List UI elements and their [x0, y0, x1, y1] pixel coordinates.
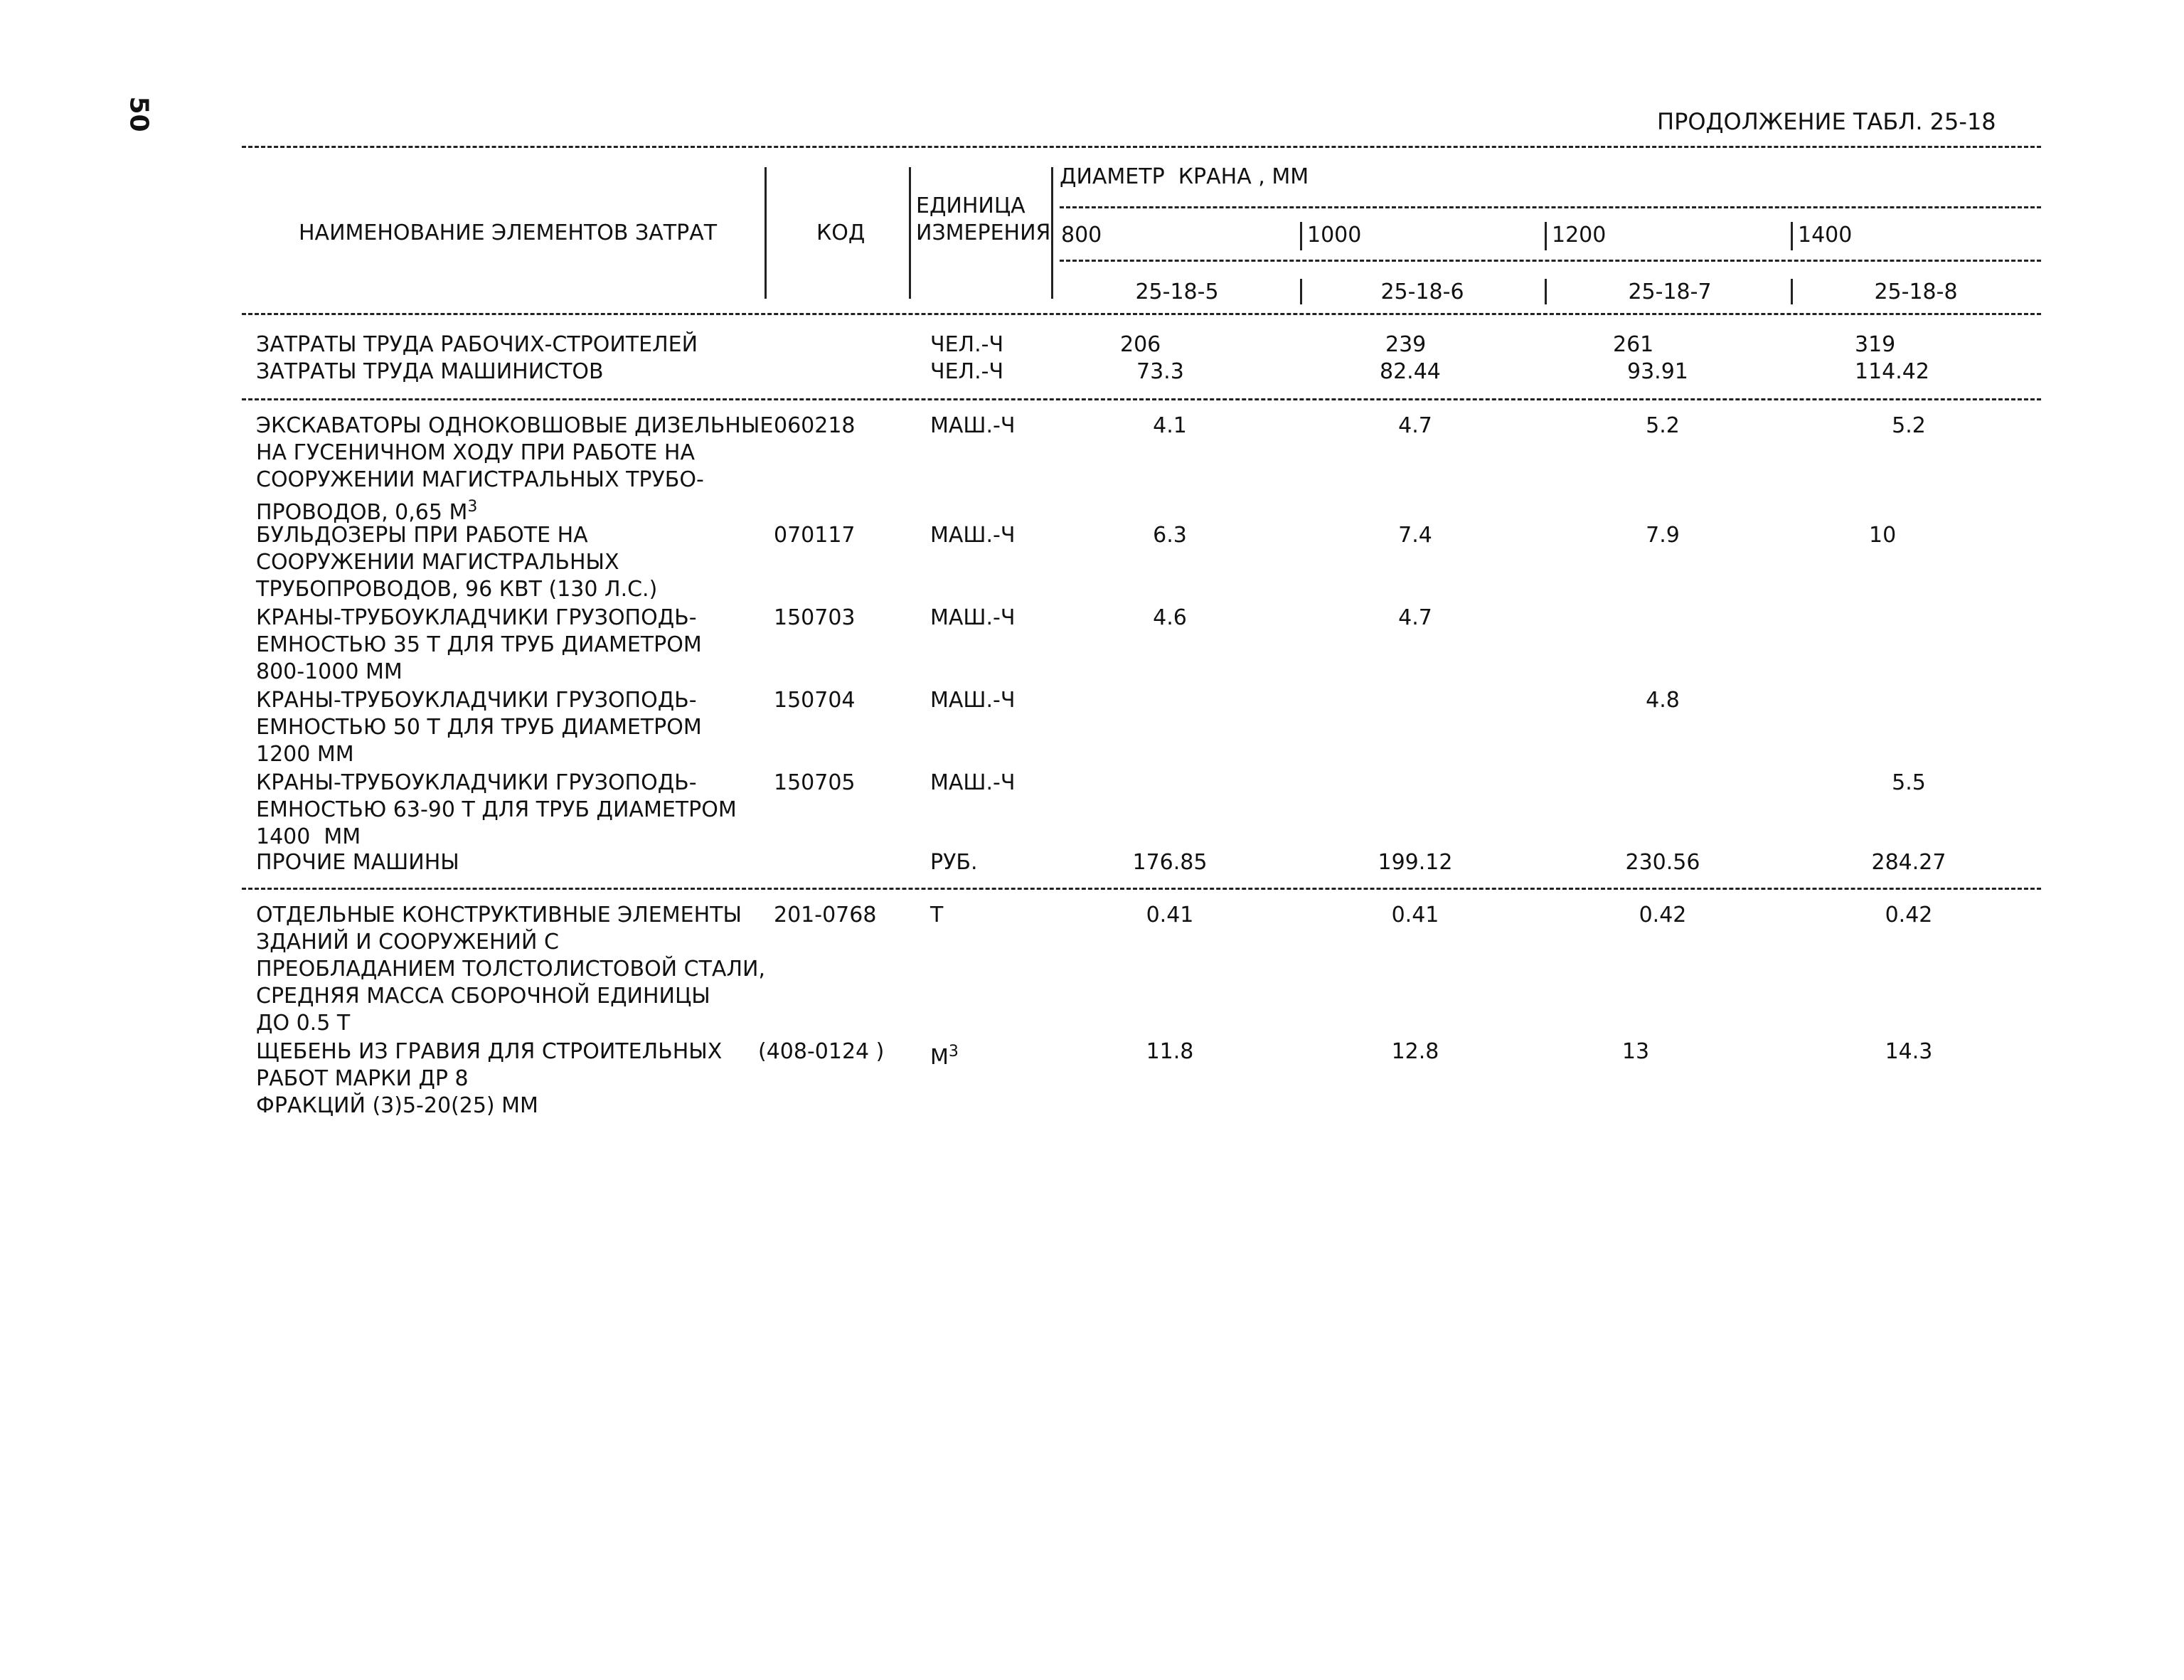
rule-header-bottom [242, 313, 2041, 315]
machine-value-0-0: 4.1 [1153, 413, 1187, 438]
material-code-0: 201-0768 [774, 903, 877, 927]
sep-name-code [765, 167, 767, 299]
labor-name-1: ЗАТРАТЫ ТРУДА МАШИНИСТОВ [256, 359, 604, 384]
material-value-1-1: 12.8 [1391, 1039, 1439, 1064]
sep-d1400 [1791, 222, 1793, 250]
machine-name-0-l1: НА ГУСЕНИЧНОМ ХОДУ ПРИ РАБОТЕ НА [256, 440, 696, 465]
material-name-1-l1: РАБОТ МАРКИ ДР 8 [256, 1066, 469, 1091]
machine-value-5-0: 176.85 [1132, 850, 1208, 875]
machine-unit-4: МАШ.-Ч [930, 770, 1016, 795]
material-name-0-l3: СРЕДНЯЯ МАССА СБОРОЧНОЙ ЕДИНИЦЫ [256, 984, 710, 1009]
continuation-title: ПРОДОЛЖЕНИЕ ТАБЛ. 25-18 [1657, 108, 1996, 135]
machine-code-0: 060218 [774, 413, 856, 438]
material-name-0-l4: ДО 0.5 Т [256, 1011, 351, 1036]
machine-code-2: 150703 [774, 605, 856, 630]
header-d1400: 1400 [1798, 223, 1853, 248]
rule-after-labor [242, 398, 2041, 400]
machine-name-3-l1: ЕМНОСТЬЮ 50 Т ДЛЯ ТРУБ ДИАМЕТРОМ [256, 715, 702, 740]
rule-top [242, 146, 2041, 148]
material-value-0-0: 0.41 [1146, 903, 1194, 927]
sep-unit-diam [1051, 167, 1053, 299]
header-d1000: 1000 [1307, 223, 1362, 248]
machine-unit-3: МАШ.-Ч [930, 688, 1016, 713]
sep-c6 [1300, 279, 1302, 304]
machine-name-5-l0: ПРОЧИЕ МАШИНЫ [256, 850, 459, 875]
page-number: 50 [124, 96, 154, 132]
header-d1200: 1200 [1552, 223, 1607, 248]
material-unit-1 [930, 1038, 959, 1071]
machine-name-2-l2: 800-1000 ММ [256, 659, 403, 684]
machine-name-4-l0: КРАНЫ-ТРУБОУКЛАДЧИКИ ГРУЗОПОДЬ- [256, 770, 697, 795]
machine-value-5-1: 199.12 [1378, 850, 1453, 875]
header-unit-2: ИЗМЕРЕНИЯ [916, 220, 1051, 245]
machine-value-1-0: 6.3 [1153, 523, 1187, 548]
material-value-0-3: 0.42 [1885, 903, 1933, 927]
machine-value-3-2: 4.8 [1646, 688, 1680, 713]
material-value-0-2: 0.42 [1639, 903, 1687, 927]
machine-name-3-l2: 1200 ММ [256, 742, 354, 767]
material-value-0-1: 0.41 [1391, 903, 1439, 927]
machine-name-4-l1: ЕМНОСТЬЮ 63-90 Т ДЛЯ ТРУБ ДИАМЕТРОМ [256, 797, 737, 822]
machine-name-1-l0: БУЛЬДОЗЕРЫ ПРИ РАБОТЕ НА [256, 523, 588, 548]
machine-name-3-l0: КРАНЫ-ТРУБОУКЛАДЧИКИ ГРУЗОПОДЬ- [256, 688, 697, 713]
rule-after-machines [242, 888, 2041, 890]
sep-code-unit [909, 167, 911, 299]
machine-unit-5: РУБ. [930, 850, 978, 875]
material-name-1-l2: ФРАКЦИЙ (3)5-20(25) ММ [256, 1093, 538, 1118]
machine-name-0-l2: СООРУЖЕНИИ МАГИСТРАЛЬНЫХ ТРУБО- [256, 467, 704, 492]
material-name-0-l1: ЗДАНИЙ И СООРУЖЕНИЙ С [256, 930, 559, 955]
machine-value-0-3: 5.2 [1892, 413, 1926, 438]
labor-value-0-1: 239 [1385, 332, 1427, 357]
material-unit-1-sup: 3 [948, 1043, 959, 1060]
header-code-7: 25-18-7 [1628, 280, 1712, 304]
machine-name-1-l1: СООРУЖЕНИИ МАГИСТРАЛЬНЫХ [256, 550, 619, 575]
machine-name-0-text: ПРОВОДОВ, 0,65 М [256, 500, 468, 525]
labor-name-0: ЗАТРАТЫ ТРУДА РАБОЧИХ-СТРОИТЕЛЕЙ [256, 332, 698, 357]
machine-unit-1: МАШ.-Ч [930, 523, 1016, 548]
machine-value-2-1: 4.7 [1398, 605, 1432, 630]
labor-value-1-2: 93.91 [1627, 359, 1688, 384]
machine-name-2-l1: ЕМНОСТЬЮ 35 Т ДЛЯ ТРУБ ДИАМЕТРОМ [256, 632, 702, 657]
machine-name-1-l2: ТРУБОПРОВОДОВ, 96 КВТ (130 Л.С.) [256, 577, 658, 602]
machine-value-0-2: 5.2 [1646, 413, 1680, 438]
labor-value-0-0: 206 [1120, 332, 1161, 357]
material-value-1-0: 11.8 [1146, 1039, 1194, 1064]
machine-value-1-1: 7.4 [1398, 523, 1432, 548]
machine-value-4-3: 5.5 [1892, 770, 1926, 795]
material-value-1-2: 13 [1621, 1039, 1650, 1064]
labor-value-1-1: 82.44 [1380, 359, 1441, 384]
material-unit-0: Т [930, 903, 944, 927]
material-value-1-3: 14.3 [1885, 1039, 1933, 1064]
material-name-0-l0: ОТДЕЛЬНЫЕ КОНСТРУКТИВНЫЕ ЭЛЕМЕНТЫ [256, 903, 742, 927]
header-name: НАИМЕНОВАНИЕ ЭЛЕМЕНТОВ ЗАТРАТ [299, 220, 718, 245]
labor-value-1-0: 73.3 [1136, 359, 1184, 384]
machine-unit-0: МАШ.-Ч [930, 413, 1016, 438]
sep-c7 [1545, 279, 1547, 304]
header-unit-1: ЕДИНИЦА [916, 193, 1026, 218]
labor-value-1-3: 114.42 [1855, 359, 1929, 384]
machine-value-0-1: 4.7 [1398, 413, 1432, 438]
material-name-0-l2: ПРЕОБЛАДАНИЕМ ТОЛСТОЛИСТОВОЙ СТАЛИ, [256, 957, 765, 982]
sep-d1200 [1545, 222, 1547, 250]
machine-value-1-3: 10 [1869, 523, 1897, 548]
header-code: КОД [816, 220, 865, 245]
labor-unit-0: ЧЕЛ.-Ч [930, 332, 1004, 357]
machine-name-2-l0: КРАНЫ-ТРУБОУКЛАДЧИКИ ГРУЗОПОДЬ- [256, 605, 697, 630]
machine-value-5-3: 284.27 [1871, 850, 1946, 875]
material-unit-1-text: М [930, 1045, 949, 1070]
machine-unit-2: МАШ.-Ч [930, 605, 1016, 630]
sep-c8 [1791, 279, 1793, 304]
header-code-6: 25-18-6 [1380, 280, 1464, 304]
labor-value-0-3: 319 [1855, 332, 1896, 357]
machine-name-4-l2: 1400 ММ [256, 824, 361, 849]
header-d800: 800 [1061, 223, 1102, 248]
machine-value-2-0: 4.6 [1153, 605, 1187, 630]
machine-value-1-2: 7.9 [1646, 523, 1680, 548]
labor-unit-1: ЧЕЛ.-Ч [930, 359, 1004, 384]
machine-name-0-l0: ЭКСКАВАТОРЫ ОДНОКОВШОВЫЕ ДИЗЕЛЬНЫЕ [256, 413, 774, 438]
material-name-1-l0: ЩЕБЕНЬ ИЗ ГРАВИЯ ДЛЯ СТРОИТЕЛЬНЫХ [256, 1039, 723, 1064]
machine-code-3: 150704 [774, 688, 856, 713]
rule-header-lower [1060, 260, 2041, 262]
machine-value-5-2: 230.56 [1625, 850, 1700, 875]
machine-code-1: 070117 [774, 523, 856, 548]
labor-value-0-2: 261 [1613, 332, 1654, 357]
sep-d1000 [1300, 222, 1302, 250]
material-code-1: (408-0124 ) [758, 1039, 885, 1064]
header-code-8: 25-18-8 [1874, 280, 1958, 304]
rule-header-mid [1060, 206, 2041, 208]
machine-code-4: 150705 [774, 770, 856, 795]
header-code-5: 25-18-5 [1135, 280, 1219, 304]
machine-name-0-sup: 3 [467, 498, 478, 516]
header-diameter: ДИАМЕТР КРАНА , ММ [1060, 164, 1309, 189]
